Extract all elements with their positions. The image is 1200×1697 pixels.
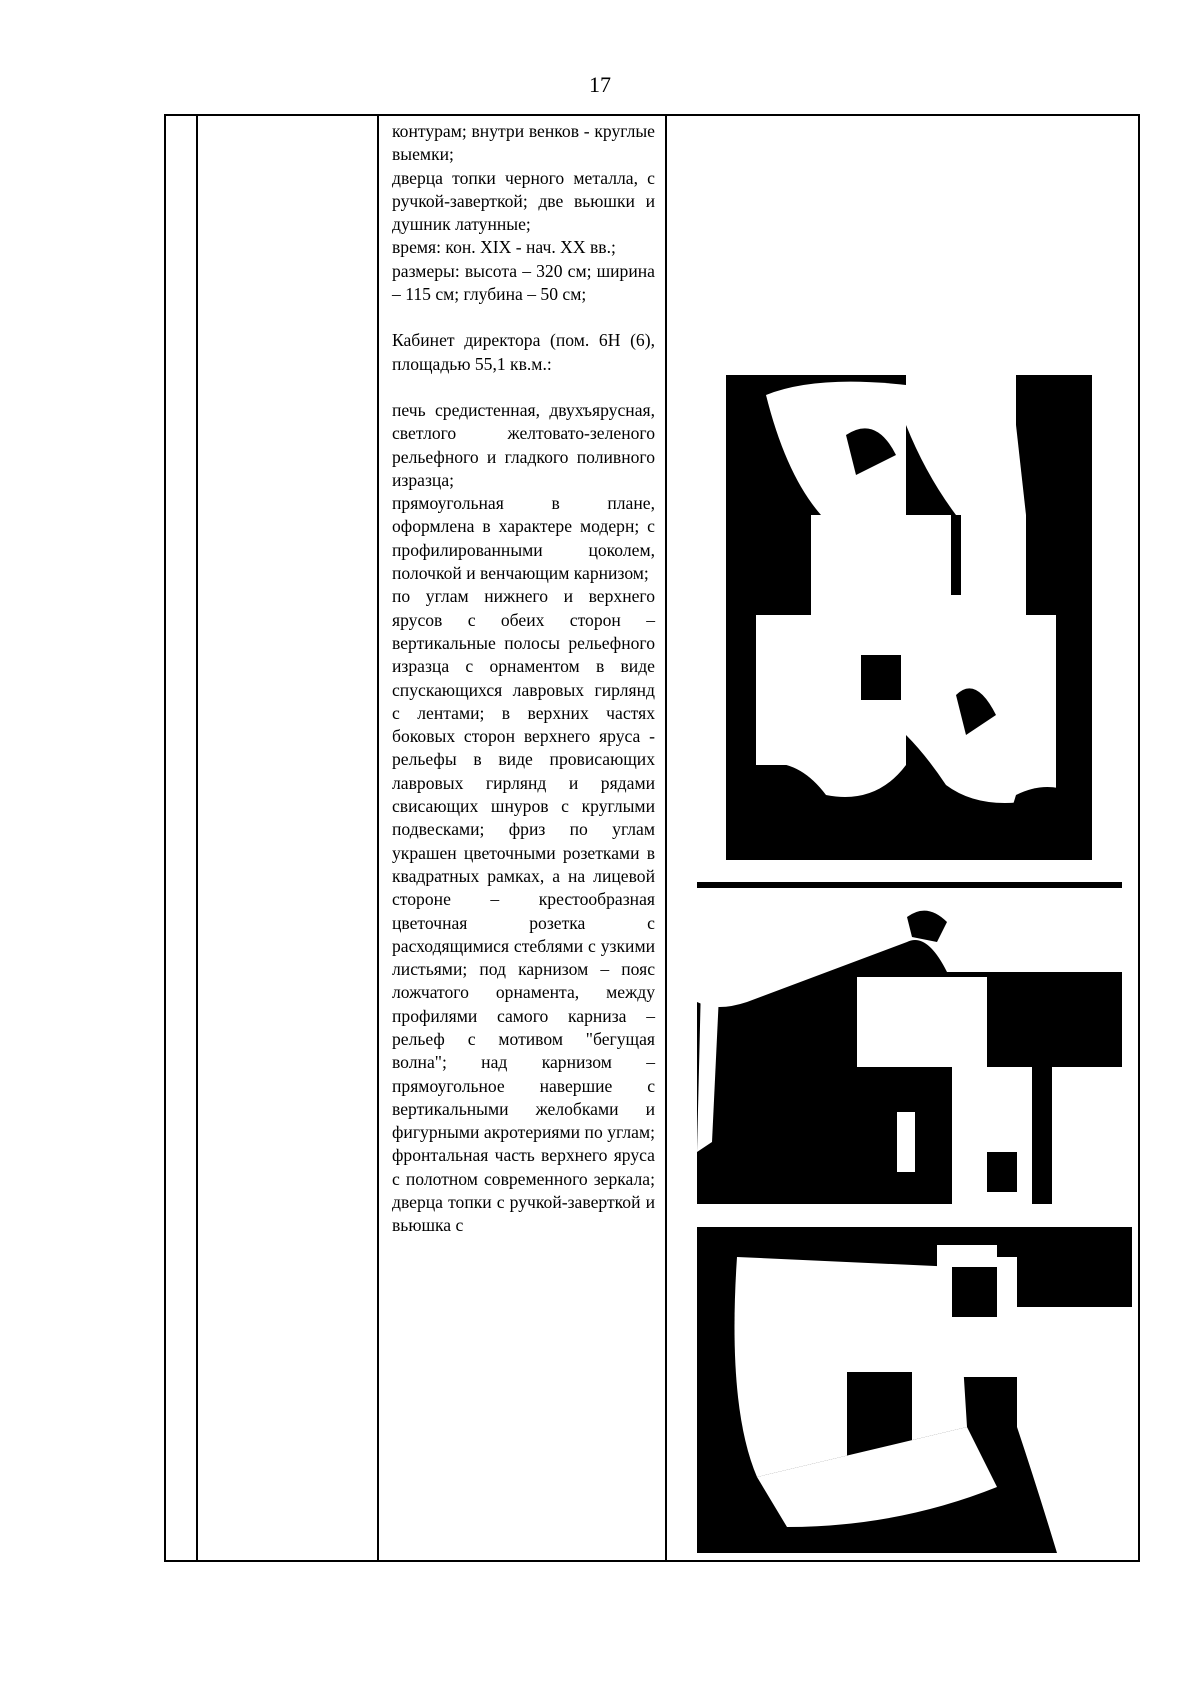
description-paragraph: контурам; внутри венков - круглые выемки; — [392, 121, 655, 165]
table-row — [165, 115, 1139, 1561]
table-cell-description — [378, 115, 666, 1561]
description-paragraph: по углам нижнего и верхнего ярусов с обеих сторон – вертикальные полосы рельефного изразца с орнаментом в виде спускающихся лавровых гирлянд с лентами; в верхних частях боковых сторон верхнего яруса - рельефы в виде провисающих лавровых гирлянд и рядами свисающих шнуров с круглыми подвесками; фриз по углам украшен цветочными розетками в квадратных рамках, а на лицевой стороне – крестообразная цветочная розетка с расходящимися стеблями с узкими листьями; под карнизом – пояс ложчатого орнамента, между профилями самого карниза – рельеф с мотивом "бегущая волна"; над карнизом – прямоугольное навершие с вертикальными желобками и фигурными акротериями по углам; фронтальная часть верхнего яруса с полотном современного зеркала; дверца топки с ручкой-заверткой и вьюшка с — [392, 586, 655, 1236]
stove-photo-bottom-image — [697, 1227, 1132, 1553]
table-cell-photos — [666, 115, 1139, 1561]
table-cell-index — [165, 115, 197, 1561]
description-paragraph: размеры: высота – 320 см; ширина – 115 см; глубина – 50 см; — [392, 260, 655, 305]
description-paragraph: печь средистенная, двухъярусная, светлого желтовато-зеленого рельефного и гладкого поливного изразца; — [392, 399, 655, 490]
description-paragraph: дверца топки черного металла, с ручкой-заверткой; две вьюшки и душник латунные; — [392, 167, 655, 235]
stove-photo-top-image — [726, 375, 1092, 860]
inventory-table — [164, 114, 1140, 1562]
stove-photo-bottom — [697, 1227, 1132, 1553]
description-paragraph: прямоугольная в плане, оформлена в характере модерн; с профилированными цоколем, полочкой и венчающим карнизом; — [392, 493, 655, 584]
section-heading: Кабинет директора (пом. 6Н (6), площадью 55,1 кв.м.: — [392, 330, 655, 374]
page-number: 17 — [589, 72, 611, 97]
stove-photo-middle — [697, 882, 1122, 1204]
table-cell-name — [197, 115, 378, 1561]
description-paragraph: время: кон. XIX - нач. XX вв.; — [392, 237, 616, 258]
stove-photo-middle-image — [697, 882, 1122, 1204]
stove-photo-top — [726, 375, 1092, 860]
